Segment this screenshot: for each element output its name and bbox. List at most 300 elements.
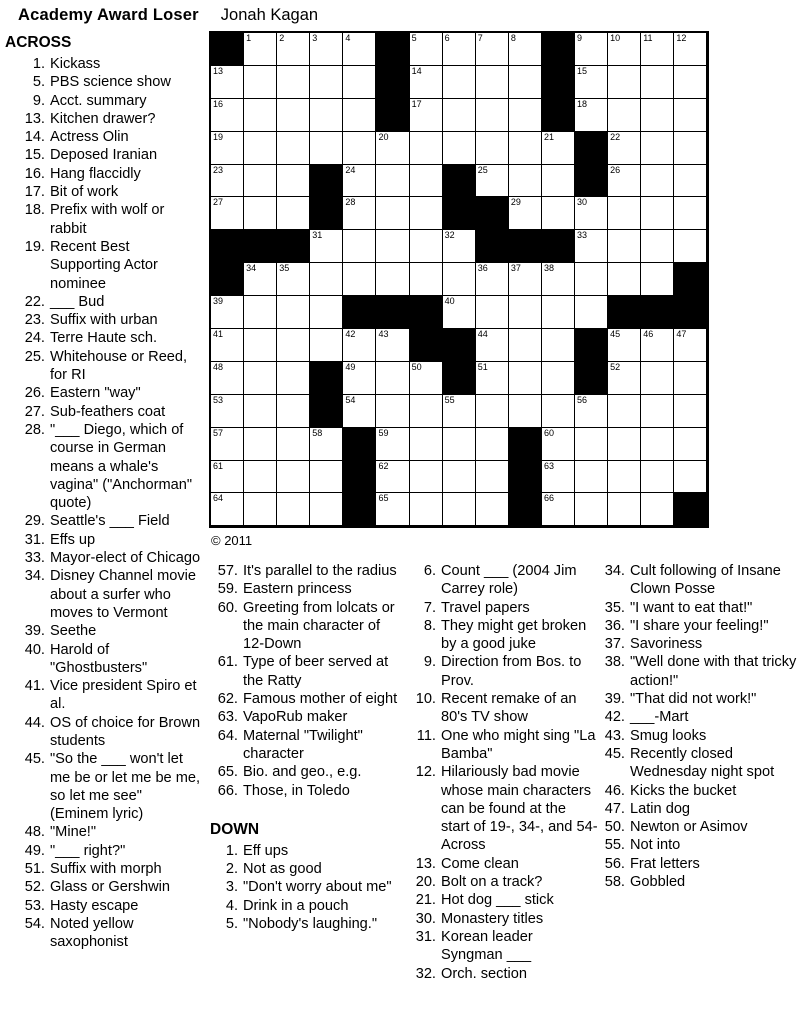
clue-number: 23. (24, 312, 45, 329)
clue-item (210, 562, 403, 580)
grid-cell[interactable] (410, 461, 443, 494)
cell-number: 62 (378, 460, 389, 471)
grid-cell[interactable] (542, 461, 575, 494)
grid-cell[interactable] (277, 165, 310, 198)
grid-cell[interactable] (211, 493, 244, 526)
clue-number: 13. (24, 110, 45, 127)
clue-item (598, 708, 803, 726)
clue-item (5, 146, 203, 164)
grid-cell[interactable] (575, 395, 608, 428)
grid-cell[interactable] (641, 428, 674, 461)
grid-cell[interactable] (211, 66, 244, 99)
cell-number: 20 (378, 131, 389, 142)
grid-cell[interactable] (542, 395, 575, 428)
grid-cell[interactable] (674, 66, 707, 99)
cell-number: 56 (577, 394, 588, 405)
grid-cell[interactable] (277, 362, 310, 395)
grid-cell[interactable] (310, 66, 343, 99)
grid-cell[interactable] (542, 493, 575, 526)
black-cell (211, 33, 244, 66)
grid-cell[interactable] (443, 263, 476, 296)
grid-cell[interactable] (310, 99, 343, 132)
grid-cell[interactable] (244, 362, 277, 395)
grid-cell[interactable] (343, 329, 376, 362)
grid-cell[interactable] (343, 33, 376, 66)
clue-number: 61. (217, 654, 238, 671)
clue-number: 2. (225, 861, 238, 878)
cell-number: 47 (676, 329, 687, 340)
grid-cell[interactable] (277, 296, 310, 329)
clue-text: It's parallel to the radius (243, 563, 397, 579)
grid-cell[interactable] (443, 296, 476, 329)
grid-cell[interactable] (575, 99, 608, 132)
clue-text: Sub-feathers coat (50, 403, 166, 420)
clue-number: 25. (24, 348, 45, 365)
clue-text: "Well done with that tricky action!" (630, 654, 797, 689)
clue-text: Bit of work (50, 184, 119, 201)
grid-cell[interactable] (509, 132, 542, 165)
grid-cell[interactable] (674, 461, 707, 494)
grid-cell[interactable] (443, 66, 476, 99)
clue-text: Hilariously bad movie whose main characters can be found at the start of 19-, 34-, and 54-Across (441, 764, 598, 854)
cell-number: 17 (411, 98, 422, 109)
grid-cell[interactable] (211, 428, 244, 461)
grid-cell[interactable] (410, 66, 443, 99)
grid-cell[interactable] (674, 197, 707, 230)
grid-cell[interactable] (277, 197, 310, 230)
grid-cell[interactable] (211, 132, 244, 165)
clue-item (598, 635, 803, 653)
clue-text: Glass or Gershwin (50, 879, 171, 896)
grid-cell[interactable] (674, 132, 707, 165)
grid-cell[interactable] (244, 263, 277, 296)
clue-item (210, 727, 403, 764)
grid-cell[interactable] (476, 395, 509, 428)
clue-number: 43. (604, 727, 625, 744)
grid-cell[interactable] (277, 428, 310, 461)
clue-item (408, 690, 598, 727)
grid-cell[interactable] (608, 395, 641, 428)
grid-cell[interactable] (641, 99, 674, 132)
across-clue-list-continued (210, 562, 403, 800)
grid-cell[interactable] (476, 99, 509, 132)
grid-cell[interactable] (244, 428, 277, 461)
clue-text: Seethe (50, 623, 97, 640)
grid-cell[interactable] (509, 296, 542, 329)
grid-cell[interactable] (542, 197, 575, 230)
grid-cell[interactable] (476, 296, 509, 329)
grid-cell[interactable] (376, 263, 409, 296)
clue-item (598, 617, 803, 635)
clue-text: Actress Olin (50, 129, 129, 146)
grid-cell[interactable] (509, 263, 542, 296)
grid-cell[interactable] (443, 230, 476, 263)
grid-cell[interactable] (211, 296, 244, 329)
grid-cell[interactable] (244, 66, 277, 99)
cell-number: 61 (213, 460, 224, 471)
clue-text: Direction from Bos. to Prov. (441, 654, 582, 689)
clue-text: Monastery titles (441, 910, 544, 927)
grid-cell[interactable] (376, 230, 409, 263)
grid-cell[interactable] (608, 165, 641, 198)
grid-cell[interactable] (641, 230, 674, 263)
grid-cell[interactable] (376, 329, 409, 362)
clue-item (5, 293, 203, 311)
grid-cell[interactable] (310, 329, 343, 362)
clue-number: 36. (604, 617, 625, 634)
grid-cell[interactable] (343, 197, 376, 230)
clue-number: 62. (217, 691, 238, 708)
clue-item (408, 599, 598, 617)
clue-item (5, 421, 203, 512)
clue-item (210, 878, 403, 896)
clue-item (598, 836, 803, 854)
grid-cell[interactable] (410, 33, 443, 66)
black-cell (509, 428, 542, 461)
grid-cell[interactable] (542, 132, 575, 165)
grid-cell[interactable] (410, 493, 443, 526)
grid-cell[interactable] (674, 33, 707, 66)
cell-number: 42 (345, 329, 356, 340)
clue-text: Recent remake of an 80's TV show (441, 691, 577, 726)
clue-text: Deposed Iranian (50, 147, 158, 164)
grid-cell[interactable] (641, 263, 674, 296)
grid-cell[interactable] (277, 33, 310, 66)
clue-text: "I want to eat that!" (630, 599, 753, 616)
clue-number: 34. (604, 563, 625, 579)
grid-cell[interactable] (509, 66, 542, 99)
grid-cell[interactable] (410, 165, 443, 198)
grid-cell[interactable] (277, 99, 310, 132)
grid-cell[interactable] (310, 33, 343, 66)
clue-item (5, 531, 203, 549)
grid-cell[interactable] (575, 263, 608, 296)
cell-number: 64 (213, 493, 224, 504)
clue-text: Acct. summary (50, 92, 147, 109)
header (18, 6, 318, 25)
grid-cell[interactable] (443, 99, 476, 132)
grid-cell[interactable] (244, 99, 277, 132)
cell-number: 3 (312, 33, 318, 43)
clue-number: 50. (604, 819, 625, 836)
grid-cell[interactable] (244, 132, 277, 165)
clue-number: 12. (415, 764, 436, 781)
clue-number: 66. (217, 782, 238, 799)
grid-cell[interactable] (277, 461, 310, 494)
grid-cell[interactable] (575, 197, 608, 230)
grid-cell[interactable] (310, 461, 343, 494)
grid-cell[interactable] (410, 99, 443, 132)
clue-text: Mayor-elect of Chicago (50, 550, 201, 567)
grid-cell[interactable] (608, 428, 641, 461)
grid-cell[interactable] (443, 395, 476, 428)
black-cell (376, 296, 409, 329)
grid-cell[interactable] (410, 263, 443, 296)
grid-cell[interactable] (244, 329, 277, 362)
grid-cell[interactable] (575, 230, 608, 263)
grid-cell[interactable] (277, 395, 310, 428)
grid-cell[interactable] (608, 66, 641, 99)
grid-cell[interactable] (641, 132, 674, 165)
clue-text: Not as good (243, 861, 322, 878)
grid-cell[interactable] (343, 66, 376, 99)
grid-cell[interactable] (641, 197, 674, 230)
grid-cell[interactable] (476, 132, 509, 165)
black-cell (211, 263, 244, 296)
grid-cell[interactable] (211, 165, 244, 198)
grid-cell[interactable] (443, 132, 476, 165)
grid-cell[interactable] (376, 132, 409, 165)
grid-cell[interactable] (376, 493, 409, 526)
grid-cell[interactable] (509, 329, 542, 362)
clue-number: 63. (217, 709, 238, 726)
clue-item (598, 782, 803, 800)
clue-text: "So the ___ won't let me be or let me be me, so let me see" (Eminem lyric) (50, 751, 201, 823)
grid-cell[interactable] (277, 132, 310, 165)
cell-number: 14 (411, 65, 422, 76)
clue-item (210, 580, 403, 598)
black-cell (343, 296, 376, 329)
grid-cell[interactable] (509, 99, 542, 132)
grid-cell[interactable] (575, 428, 608, 461)
grid-cell[interactable] (244, 33, 277, 66)
grid-cell[interactable] (674, 362, 707, 395)
clue-item (210, 915, 403, 933)
grid-cell[interactable] (608, 493, 641, 526)
grid-cell[interactable] (608, 230, 641, 263)
clue-number: 11. (416, 727, 436, 744)
clue-item (408, 653, 598, 690)
clue-item (210, 708, 403, 726)
clue-text: Recently closed Wednesday night spot (630, 745, 775, 781)
grid-cell[interactable] (343, 263, 376, 296)
clue-number: 6. (423, 563, 436, 579)
grid-cell[interactable] (608, 461, 641, 494)
grid-cell[interactable] (443, 461, 476, 494)
grid-cell[interactable] (310, 263, 343, 296)
grid-cell[interactable] (542, 296, 575, 329)
clue-item (408, 763, 598, 854)
clue-number: 1. (32, 56, 45, 72)
grid-cell[interactable] (310, 428, 343, 461)
grid-cell[interactable] (277, 66, 310, 99)
cell-number: 25 (477, 164, 488, 175)
clue-text: "Mine!" (50, 824, 97, 841)
clue-text: "I share your feeling!" (630, 617, 769, 634)
grid-cell[interactable] (476, 66, 509, 99)
grid-cell[interactable] (277, 493, 310, 526)
grid-cell[interactable] (343, 362, 376, 395)
grid-cell[interactable] (211, 395, 244, 428)
grid-cell[interactable] (343, 230, 376, 263)
grid-cell[interactable] (542, 263, 575, 296)
cell-number: 4 (345, 33, 351, 43)
grid-cell[interactable] (310, 132, 343, 165)
grid-cell[interactable] (509, 197, 542, 230)
clue-item (408, 727, 598, 764)
grid-cell[interactable] (443, 428, 476, 461)
grid-cell[interactable] (509, 33, 542, 66)
grid-cell[interactable] (343, 165, 376, 198)
grid-cell[interactable] (509, 395, 542, 428)
black-cell (575, 132, 608, 165)
grid-cell[interactable] (410, 230, 443, 263)
grid-cell[interactable] (641, 461, 674, 494)
grid-cell[interactable] (277, 329, 310, 362)
clue-number: 40. (24, 641, 45, 658)
grid-cell[interactable] (343, 132, 376, 165)
clue-text: Prefix with wolf or rabbit (50, 202, 165, 237)
grid-cell[interactable] (211, 197, 244, 230)
black-cell (476, 230, 509, 263)
grid-cell[interactable] (674, 99, 707, 132)
grid-cell[interactable] (641, 329, 674, 362)
grid-cell[interactable] (310, 296, 343, 329)
grid-cell[interactable] (443, 493, 476, 526)
grid-cell[interactable] (575, 296, 608, 329)
clue-text: OS of choice for Brown students (50, 714, 201, 749)
grid-cell[interactable] (674, 230, 707, 263)
grid-cell[interactable] (575, 66, 608, 99)
grid-cell[interactable] (376, 197, 409, 230)
grid-cell[interactable] (376, 461, 409, 494)
grid-cell[interactable] (211, 329, 244, 362)
clue-number: 26. (24, 385, 45, 402)
grid-cell[interactable] (310, 230, 343, 263)
grid-cell[interactable] (410, 132, 443, 165)
grid-cell[interactable] (410, 395, 443, 428)
cell-number: 57 (213, 427, 224, 438)
clue-number: 32. (415, 965, 436, 982)
grid-cell[interactable] (244, 296, 277, 329)
grid-cell[interactable] (211, 362, 244, 395)
grid-cell[interactable] (641, 165, 674, 198)
grid-cell[interactable] (674, 329, 707, 362)
grid-cell[interactable] (608, 197, 641, 230)
grid-cell[interactable] (443, 33, 476, 66)
grid-cell[interactable] (277, 263, 310, 296)
grid-cell[interactable] (641, 362, 674, 395)
black-cell (310, 197, 343, 230)
grid-cell[interactable] (476, 461, 509, 494)
grid-cell[interactable] (211, 461, 244, 494)
clue-item (210, 599, 403, 654)
grid-cell[interactable] (244, 461, 277, 494)
grid-cell[interactable] (641, 493, 674, 526)
black-cell (343, 428, 376, 461)
grid-cell[interactable] (641, 395, 674, 428)
grid-cell[interactable] (542, 428, 575, 461)
clue-number: 27. (24, 403, 45, 420)
across-clues-column (5, 33, 203, 952)
grid-cell[interactable] (476, 362, 509, 395)
grid-cell[interactable] (476, 428, 509, 461)
clue-text: Hang flaccidly (50, 165, 141, 182)
grid-cell[interactable] (476, 33, 509, 66)
clue-item (5, 823, 203, 841)
clues-column-3 (408, 562, 598, 983)
grid-cell[interactable] (476, 263, 509, 296)
grid-cell[interactable] (343, 395, 376, 428)
clue-item (408, 910, 598, 928)
grid-cell[interactable] (509, 165, 542, 198)
grid-cell[interactable] (641, 66, 674, 99)
grid-cell[interactable] (608, 132, 641, 165)
grid-cell[interactable] (244, 395, 277, 428)
grid-cell[interactable] (476, 493, 509, 526)
clue-number: 17. (24, 184, 45, 201)
black-cell (542, 99, 575, 132)
grid-cell[interactable] (476, 329, 509, 362)
grid-cell[interactable] (608, 99, 641, 132)
grid-cell[interactable] (641, 33, 674, 66)
grid-cell[interactable] (509, 362, 542, 395)
cell-number: 32 (444, 230, 455, 241)
grid-cell[interactable] (608, 362, 641, 395)
grid-cell[interactable] (376, 362, 409, 395)
grid-cell[interactable] (343, 99, 376, 132)
grid-cell[interactable] (674, 165, 707, 198)
grid-cell[interactable] (410, 197, 443, 230)
clue-number: 24. (24, 330, 45, 347)
grid-cell[interactable] (608, 329, 641, 362)
grid-cell[interactable] (608, 263, 641, 296)
grid-cell[interactable] (244, 197, 277, 230)
black-cell (310, 395, 343, 428)
cell-number: 9 (577, 33, 583, 43)
grid-cell[interactable] (410, 428, 443, 461)
grid-cell[interactable] (211, 99, 244, 132)
grid-cell[interactable] (310, 493, 343, 526)
cell-number: 35 (279, 263, 290, 274)
grid-cell[interactable] (674, 428, 707, 461)
clue-number: 51. (24, 861, 45, 878)
clue-item (5, 183, 203, 201)
grid-cell[interactable] (376, 428, 409, 461)
clue-number: 28. (24, 421, 45, 438)
grid-cell[interactable] (542, 329, 575, 362)
grid-cell[interactable] (542, 165, 575, 198)
clue-number: 29. (24, 513, 45, 530)
grid-cell[interactable] (674, 395, 707, 428)
clue-item (598, 690, 803, 708)
clue-text: Hot dog ___ stick (441, 892, 554, 909)
black-cell (244, 230, 277, 263)
grid-cell[interactable] (575, 33, 608, 66)
grid-cell[interactable] (376, 165, 409, 198)
grid-cell[interactable] (608, 33, 641, 66)
clue-text: Eastern "way" (50, 385, 141, 402)
grid-cell[interactable] (410, 362, 443, 395)
black-cell (674, 493, 707, 526)
grid-cell[interactable] (575, 461, 608, 494)
clue-text: Bolt on a track? (441, 874, 543, 891)
grid-cell[interactable] (542, 362, 575, 395)
cell-number: 18 (577, 98, 588, 109)
clue-item (5, 842, 203, 860)
clue-number: 45. (604, 745, 625, 762)
grid-cell[interactable] (575, 493, 608, 526)
clue-number: 7. (423, 599, 436, 616)
clue-text: Greeting from lolcats or the main character of 12-Down (243, 599, 395, 653)
clue-text: One who might sing "La Bamba" (441, 727, 596, 762)
grid-cell[interactable] (244, 493, 277, 526)
crossword-grid (209, 31, 709, 528)
grid-cell[interactable] (244, 165, 277, 198)
grid-cell[interactable] (476, 165, 509, 198)
clue-number: 64. (217, 727, 238, 744)
grid-cell[interactable] (376, 395, 409, 428)
